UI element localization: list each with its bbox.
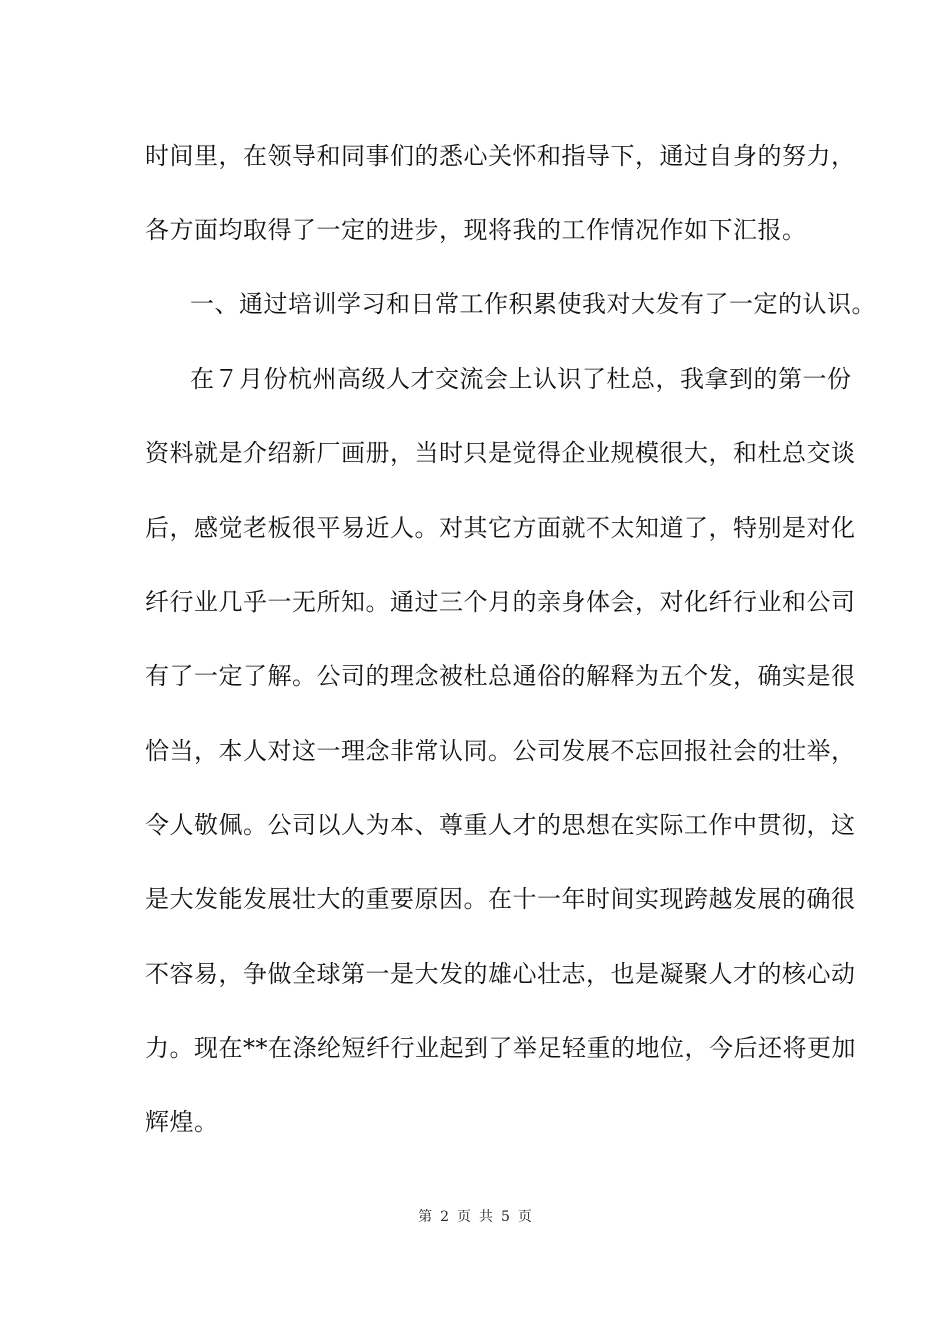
footer-page-word: 页	[457, 1209, 471, 1225]
footer-prefix: 第	[418, 1209, 433, 1225]
body-line-12: 不容易，争做全球第一是大发的雄心壮志，也是凝聚人才的核心动	[145, 960, 856, 988]
body-line-7: 纤行业几乎一无所知。通过三个月的亲身体会，对化纤行业和公司	[145, 588, 856, 616]
body-line-5: 资料就是介绍新厂画册，当时只是觉得企业规模很大，和杜总交谈	[145, 439, 856, 467]
body-line-9: 恰当，本人对这一理念非常认同。公司发展不忘回报社会的壮举，	[145, 737, 856, 765]
footer-current-page: 2	[440, 1209, 449, 1225]
body-line-13: 力。现在**在涤纶短纤行业起到了举足轻重的地位，今后还将更加	[145, 1034, 856, 1062]
footer-total-word: 共	[479, 1209, 493, 1225]
body-line-4: 在７月份杭州高级人才交流会上认识了杜总，我拿到的第一份	[190, 365, 852, 393]
page-footer	[0, 1208, 950, 1226]
body-line-10: 令人敬佩。公司以人为本、尊重人才的思想在实际工作中贯彻，这	[145, 811, 856, 839]
body-line-11: 是大发能发展壮大的重要原因。在十一年时间实现跨越发展的确很	[145, 885, 856, 913]
body-line-14: 辉煌。	[145, 1108, 219, 1136]
footer-suffix: 页	[517, 1209, 532, 1225]
body-line-2: 各方面均取得了一定的进步，现将我的工作情况作如下汇报。	[145, 216, 807, 244]
footer-total-pages: 5	[501, 1209, 510, 1225]
body-line-6: 后，感觉老板很平易近人。对其它方面就不太知道了，特别是对化	[145, 514, 856, 542]
body-line-1: 时间里，在领导和同事们的悉心关怀和指导下，通过自身的努力，	[145, 142, 856, 170]
body-line-8: 有了一定了解。公司的理念被杜总通俗的解释为五个发，确实是很	[145, 662, 856, 690]
section-heading: 一、通过培训学习和日常工作积累使我对大发有了一定的认识。	[190, 290, 876, 318]
